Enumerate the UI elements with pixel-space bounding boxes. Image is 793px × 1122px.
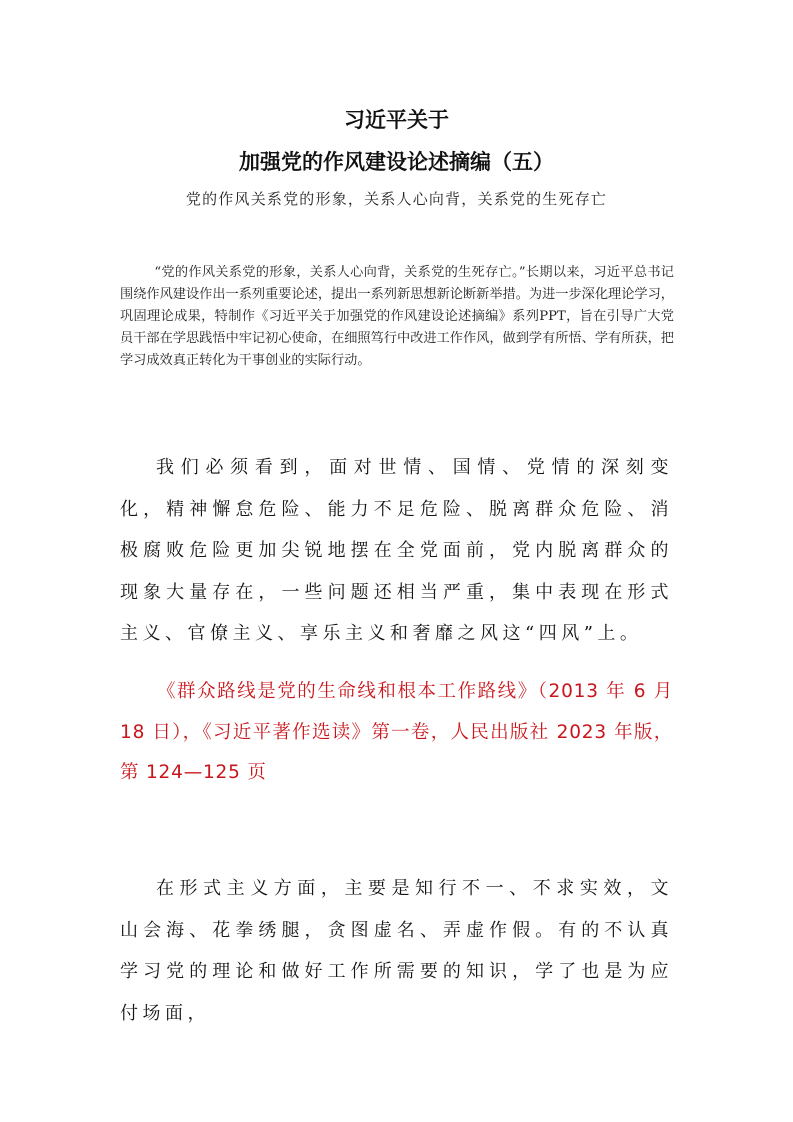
source-citation: 《群众路线是党的生命线和根本工作路线》（2013 年 6 月 18 日），《习近平著作选读》第一卷，人民出版社 2023 年版，第 124—125 页 (120, 681, 673, 783)
document-title-line-1: 习近平关于 (344, 108, 449, 132)
document-title-line-2: 加强党的作风建设论述摘编（五） (239, 150, 554, 174)
intro-paragraph: “党的作风关系党的形象，关系人心向背，关系党的生死存亡。”长期以来，习近平总书记围绕作风建设作出一系列重要论述，提出一系列新思想新论断新举措。为进一步深化理论学习，巩固理论成果，特制作《习近平关于加强党的作风建设论述摘编》系列PPT，旨在引导广大党员干部在学思践悟中牢记初心使命，在细照笃行中改进工作作风，做到学有所悟、学有所获，把学习成效真正转化为干事创业的实际行动。 (120, 265, 674, 368)
body-paragraph-2: 在形式主义方面，主要是知行不一、不求实效，文山会海、花拳绣腿，贪图虚名、弄虚作假。有的不认真学习党的理论和做好工作所需要的知识，学了也是为应付场面， (120, 878, 673, 1024)
body-paragraph-1: 我们必须看到，面对世情、国情、党情的深刻变化，精神懈怠危险、能力不足危险、脱离群众危险、消极腐败危险更加尖锐地摆在全党面前，党内脱离群众的现象大量存在，一些问题还相当严重，集中表现在形式主义、官僚主义、享乐主义和奢靡之风这“四风”上。 (120, 457, 673, 644)
document-subtitle: 党的作风关系党的形象，关系人心向背，关系党的生死存亡 (185, 190, 608, 208)
